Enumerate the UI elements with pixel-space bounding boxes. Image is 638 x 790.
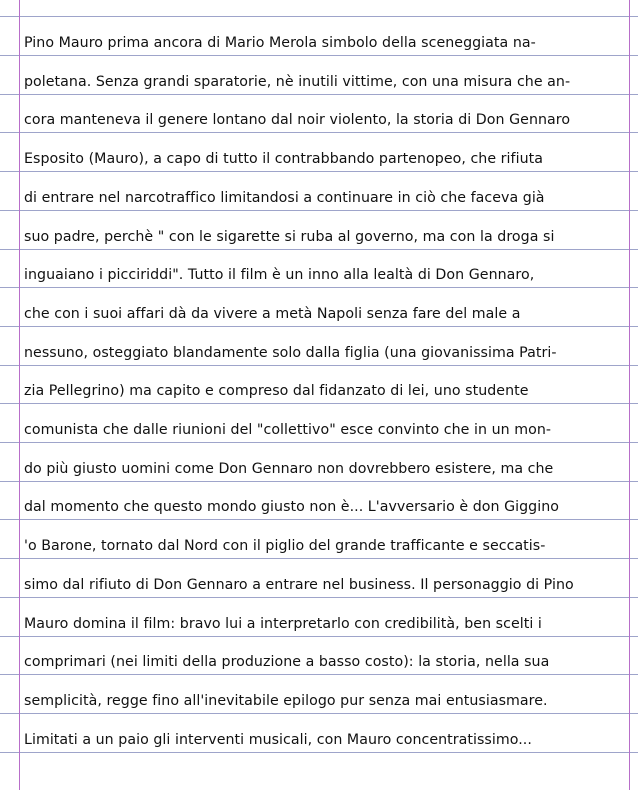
ruled-line: [0, 713, 638, 714]
text-line: nessuno, osteggiato blandamente solo dalla figlia (una giovanissima Patri-: [24, 345, 557, 361]
ruled-line: [0, 481, 638, 482]
ruled-line: [0, 403, 638, 404]
ruled-line: [0, 326, 638, 327]
text-line: inguaiano i picciriddi". Tutto il film è un inno alla lealtà di Don Gennaro,: [24, 267, 535, 283]
left-margin-line: [19, 0, 20, 790]
ruled-line: [0, 171, 638, 172]
text-line: 'o Barone, tornato dal Nord con il piglio del grande trafficante e seccatis-: [24, 538, 546, 554]
text-line: simo dal rifiuto di Don Gennaro a entrare nel business. Il personaggio di Pino: [24, 577, 574, 593]
ruled-line: [0, 94, 638, 95]
ruled-line: [0, 287, 638, 288]
ruled-line: [0, 132, 638, 133]
text-line: comunista che dalle riunioni del "collettivo" esce convinto che in un mon-: [24, 422, 552, 438]
text-line: semplicità, regge fino all'inevitabile epilogo pur senza mai entusiasmare.: [24, 693, 548, 709]
ruled-line: [0, 752, 638, 753]
text-line: Mauro domina il film: bravo lui a interpretarlo con credibilità, ben scelti i: [24, 616, 542, 632]
text-line: Esposito (Mauro), a capo di tutto il contrabbando partenopeo, che rifiuta: [24, 151, 543, 167]
ruled-line: [0, 365, 638, 366]
text-line: Pino Mauro prima ancora di Mario Merola simbolo della sceneggiata na-: [24, 35, 536, 51]
text-line: dal momento che questo mondo giusto non è... L'avversario è don Giggino: [24, 499, 559, 515]
ruled-line: [0, 558, 638, 559]
text-line: comprimari (nei limiti della produzione a basso costo): la storia, nella sua: [24, 654, 550, 670]
text-line: suo padre, perchè " con le sigarette si ruba al governo, ma con la droga si: [24, 229, 555, 245]
ruled-line: [0, 210, 638, 211]
ruled-line: [0, 597, 638, 598]
ruled-line: [0, 674, 638, 675]
text-line: Limitati a un paio gli interventi musicali, con Mauro concentratissimo...: [24, 732, 532, 748]
text-line: che con i suoi affari dà da vivere a metà Napoli senza fare del male a: [24, 306, 521, 322]
ruled-line: [0, 16, 638, 17]
ruled-line: [0, 249, 638, 250]
ruled-line: [0, 636, 638, 637]
ruled-line: [0, 519, 638, 520]
ruled-line: [0, 442, 638, 443]
right-margin-line: [629, 0, 630, 790]
ruled-line: [0, 55, 638, 56]
text-line: do più giusto uomini come Don Gennaro non dovrebbero esistere, ma che: [24, 461, 554, 477]
text-line: poletana. Senza grandi sparatorie, nè inutili vittime, con una misura che an-: [24, 74, 571, 90]
text-line: zia Pellegrino) ma capito e compreso dal fidanzato di lei, uno studente: [24, 383, 529, 399]
text-line: cora manteneva il genere lontano dal noir violento, la storia di Don Gennaro: [24, 112, 571, 128]
text-line: di entrare nel narcotraffico limitandosi a continuare in ciò che faceva già: [24, 190, 545, 206]
